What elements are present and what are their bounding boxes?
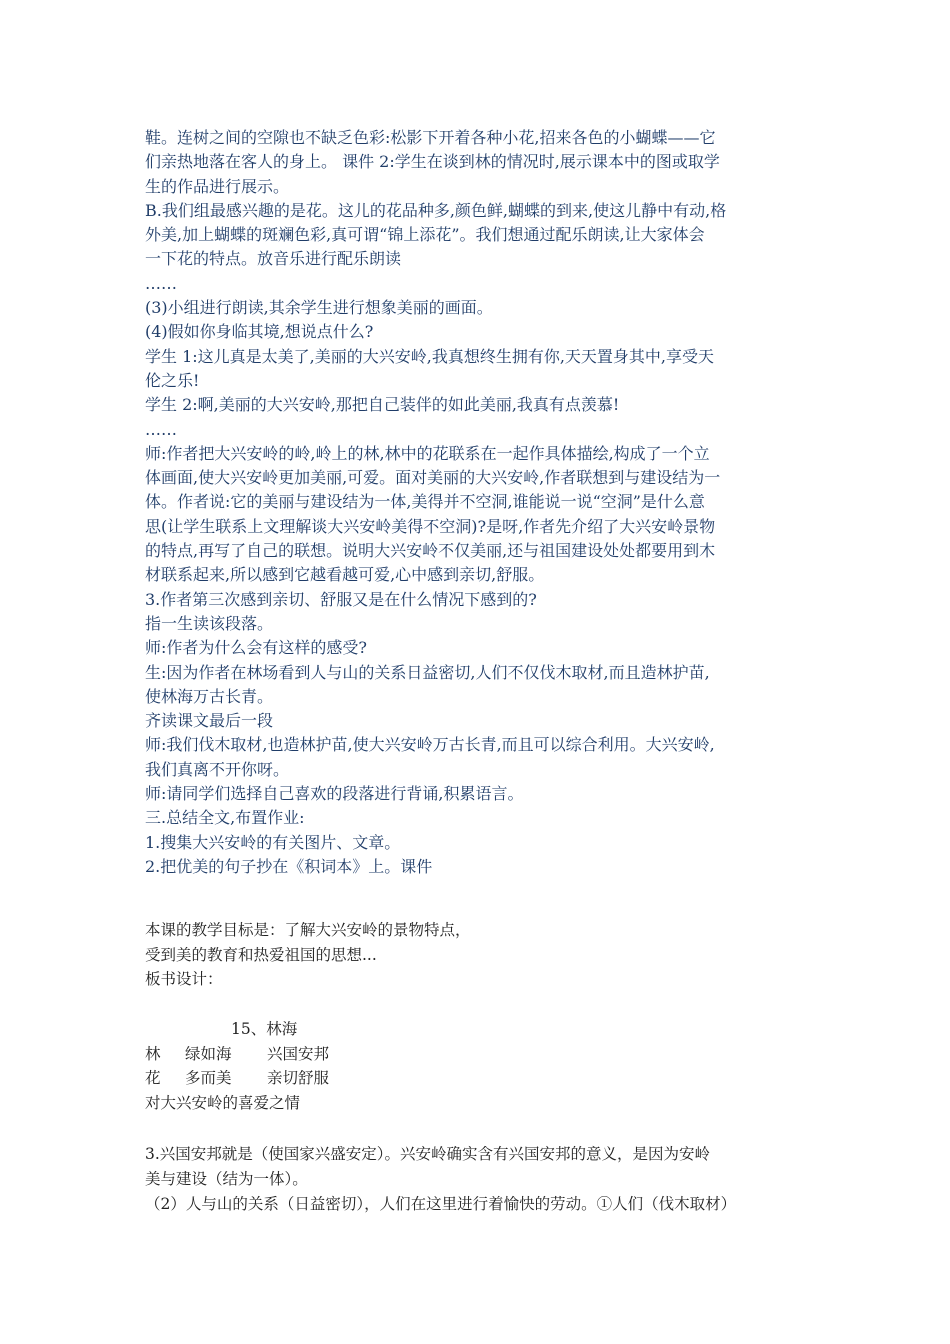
paragraph-line: 生的作品进行展示。 xyxy=(145,176,290,196)
paragraph-line: 体画面,使大兴安岭更加美丽,可爱。面对美丽的大兴安岭,作者联想到与建设结为一 xyxy=(145,468,721,488)
paragraph-line: B.我们组最感兴趣的是花。这儿的花品种多,颜色鲜,蝴蝶的到来,使这儿静中有动,格 xyxy=(145,200,727,220)
goal-line: 本课的教学目标是：了解大兴安岭的景物特点， xyxy=(145,921,471,939)
board-cell: 多而美 xyxy=(185,1069,232,1087)
paragraph-line: (4)假如你身临其境,想说点什么? xyxy=(145,322,374,342)
paragraph-line: 3.作者第三次感到亲切、舒服又是在什么情况下感到的? xyxy=(145,589,537,609)
answer-section xyxy=(145,1142,815,1217)
paragraph-line: 生:因为作者在林场看到人与山的关系日益密切,人们不仅伐木取材,而且造林护苗, xyxy=(145,662,710,682)
paragraph-line: 体。作者说:它的美丽与建设结为一体,美得并不空洞,谁能说一说“空洞”是什么意 xyxy=(145,492,705,512)
paragraph-line: 鞋。连树之间的空隙也不缺乏色彩:松影下开着各种小花,招来各色的小蝴蝶——它 xyxy=(145,128,716,147)
paragraph-line: 师:作者把大兴安岭的岭,岭上的林,林中的花联系在一起作具体描绘,构成了一个立 xyxy=(145,443,710,463)
paragraph-line: 2.把优美的句子抄在《积词本》上。课件 xyxy=(145,856,433,876)
paragraph-line: …… xyxy=(145,273,177,293)
board-cell: 林 xyxy=(145,1044,161,1063)
answer-line: （2）人与山的关系（日益密切），人们在这里进行着愉快的劳动。①人们（伐木取材） xyxy=(145,1195,737,1213)
paragraph-line: 使林海万古长青。 xyxy=(145,686,274,706)
board-title: 15、林海 xyxy=(231,1020,298,1038)
board-summary: 对大兴安岭的喜爱之情 xyxy=(145,1093,301,1112)
paragraph-line: 1.搜集大兴安岭的有关图片、文章。 xyxy=(145,832,401,852)
paragraph-line: 三.总结全文,布置作业: xyxy=(145,808,305,828)
paragraph-line: (3)小组进行朗读,其余学生进行想象美丽的画面。 xyxy=(145,298,493,318)
teaching-goal xyxy=(145,918,815,992)
blackboard-design xyxy=(145,1017,815,1115)
lesson-body xyxy=(145,126,815,879)
paragraph-line: 外美,加上蝴蝶的斑斓色彩,真可谓“锦上添花”。我们想通过配乐朗读,让大家体会 xyxy=(145,225,705,245)
paragraph-line: 指一生读该段落。 xyxy=(145,613,274,633)
board-row xyxy=(145,1042,815,1067)
paragraph-line: 思(让学生联系上文理解谈大兴安岭美得不空洞)?是呀,作者先介绍了大兴安岭景物 xyxy=(145,516,716,536)
board-cell: 绿如海 xyxy=(185,1044,232,1063)
paragraph-line: 伦之乐! xyxy=(145,370,200,390)
board-heading: 板书设计： xyxy=(145,970,223,988)
board-cell: 花 xyxy=(145,1069,161,1087)
paragraph-line: 一下花的特点。放音乐进行配乐朗读 xyxy=(145,249,402,269)
goal-line: 受到美的教育和热爱祖国的思想... xyxy=(145,945,377,964)
answer-line: 3.兴国安邦就是（使国家兴盛安定）。兴安岭确实含有兴国安邦的意义，是因为安岭 xyxy=(145,1145,711,1163)
paragraph-line: 们亲热地落在客人的身上。 课件 2:学生在谈到林的情况时,展示课本中的图或取学 xyxy=(145,152,720,172)
answer-line: 美与建设（结为一体）。 xyxy=(145,1170,308,1188)
paragraph-line: 师:作者为什么会有这样的感受? xyxy=(145,638,367,658)
paragraph-line: 学生 2:啊,美丽的大兴安岭,那把自己装伴的如此美丽,我真有点羡慕! xyxy=(145,395,620,415)
paragraph-line: 师:请同学们选择自己喜欢的段落进行背诵,积累语言。 xyxy=(145,784,524,804)
paragraph-line: 材联系起来,所以感到它越看越可爱,心中感到亲切,舒服。 xyxy=(145,565,545,585)
board-row xyxy=(145,1066,815,1091)
paragraph-line: 的特点,再写了自己的联想。说明大兴安岭不仅美丽,还与祖国建设处处都要用到木 xyxy=(145,541,716,561)
paragraph-line: 我们真离不开你呀。 xyxy=(145,759,290,779)
paragraph-line: 学生 1:这儿真是太美了,美丽的大兴安岭,我真想终生拥有你,天天置身其中,享受天 xyxy=(145,346,715,366)
paragraph-line: 齐读课文最后一段 xyxy=(145,711,274,731)
board-cell: 兴国安邦 xyxy=(267,1044,330,1063)
paragraph-line: …… xyxy=(145,419,177,439)
board-cell: 亲切舒服 xyxy=(267,1069,330,1087)
paragraph-line: 师:我们伐木取材,也造林护苗,使大兴安岭万古长青,而且可以综合利用。大兴安岭, xyxy=(145,735,715,755)
